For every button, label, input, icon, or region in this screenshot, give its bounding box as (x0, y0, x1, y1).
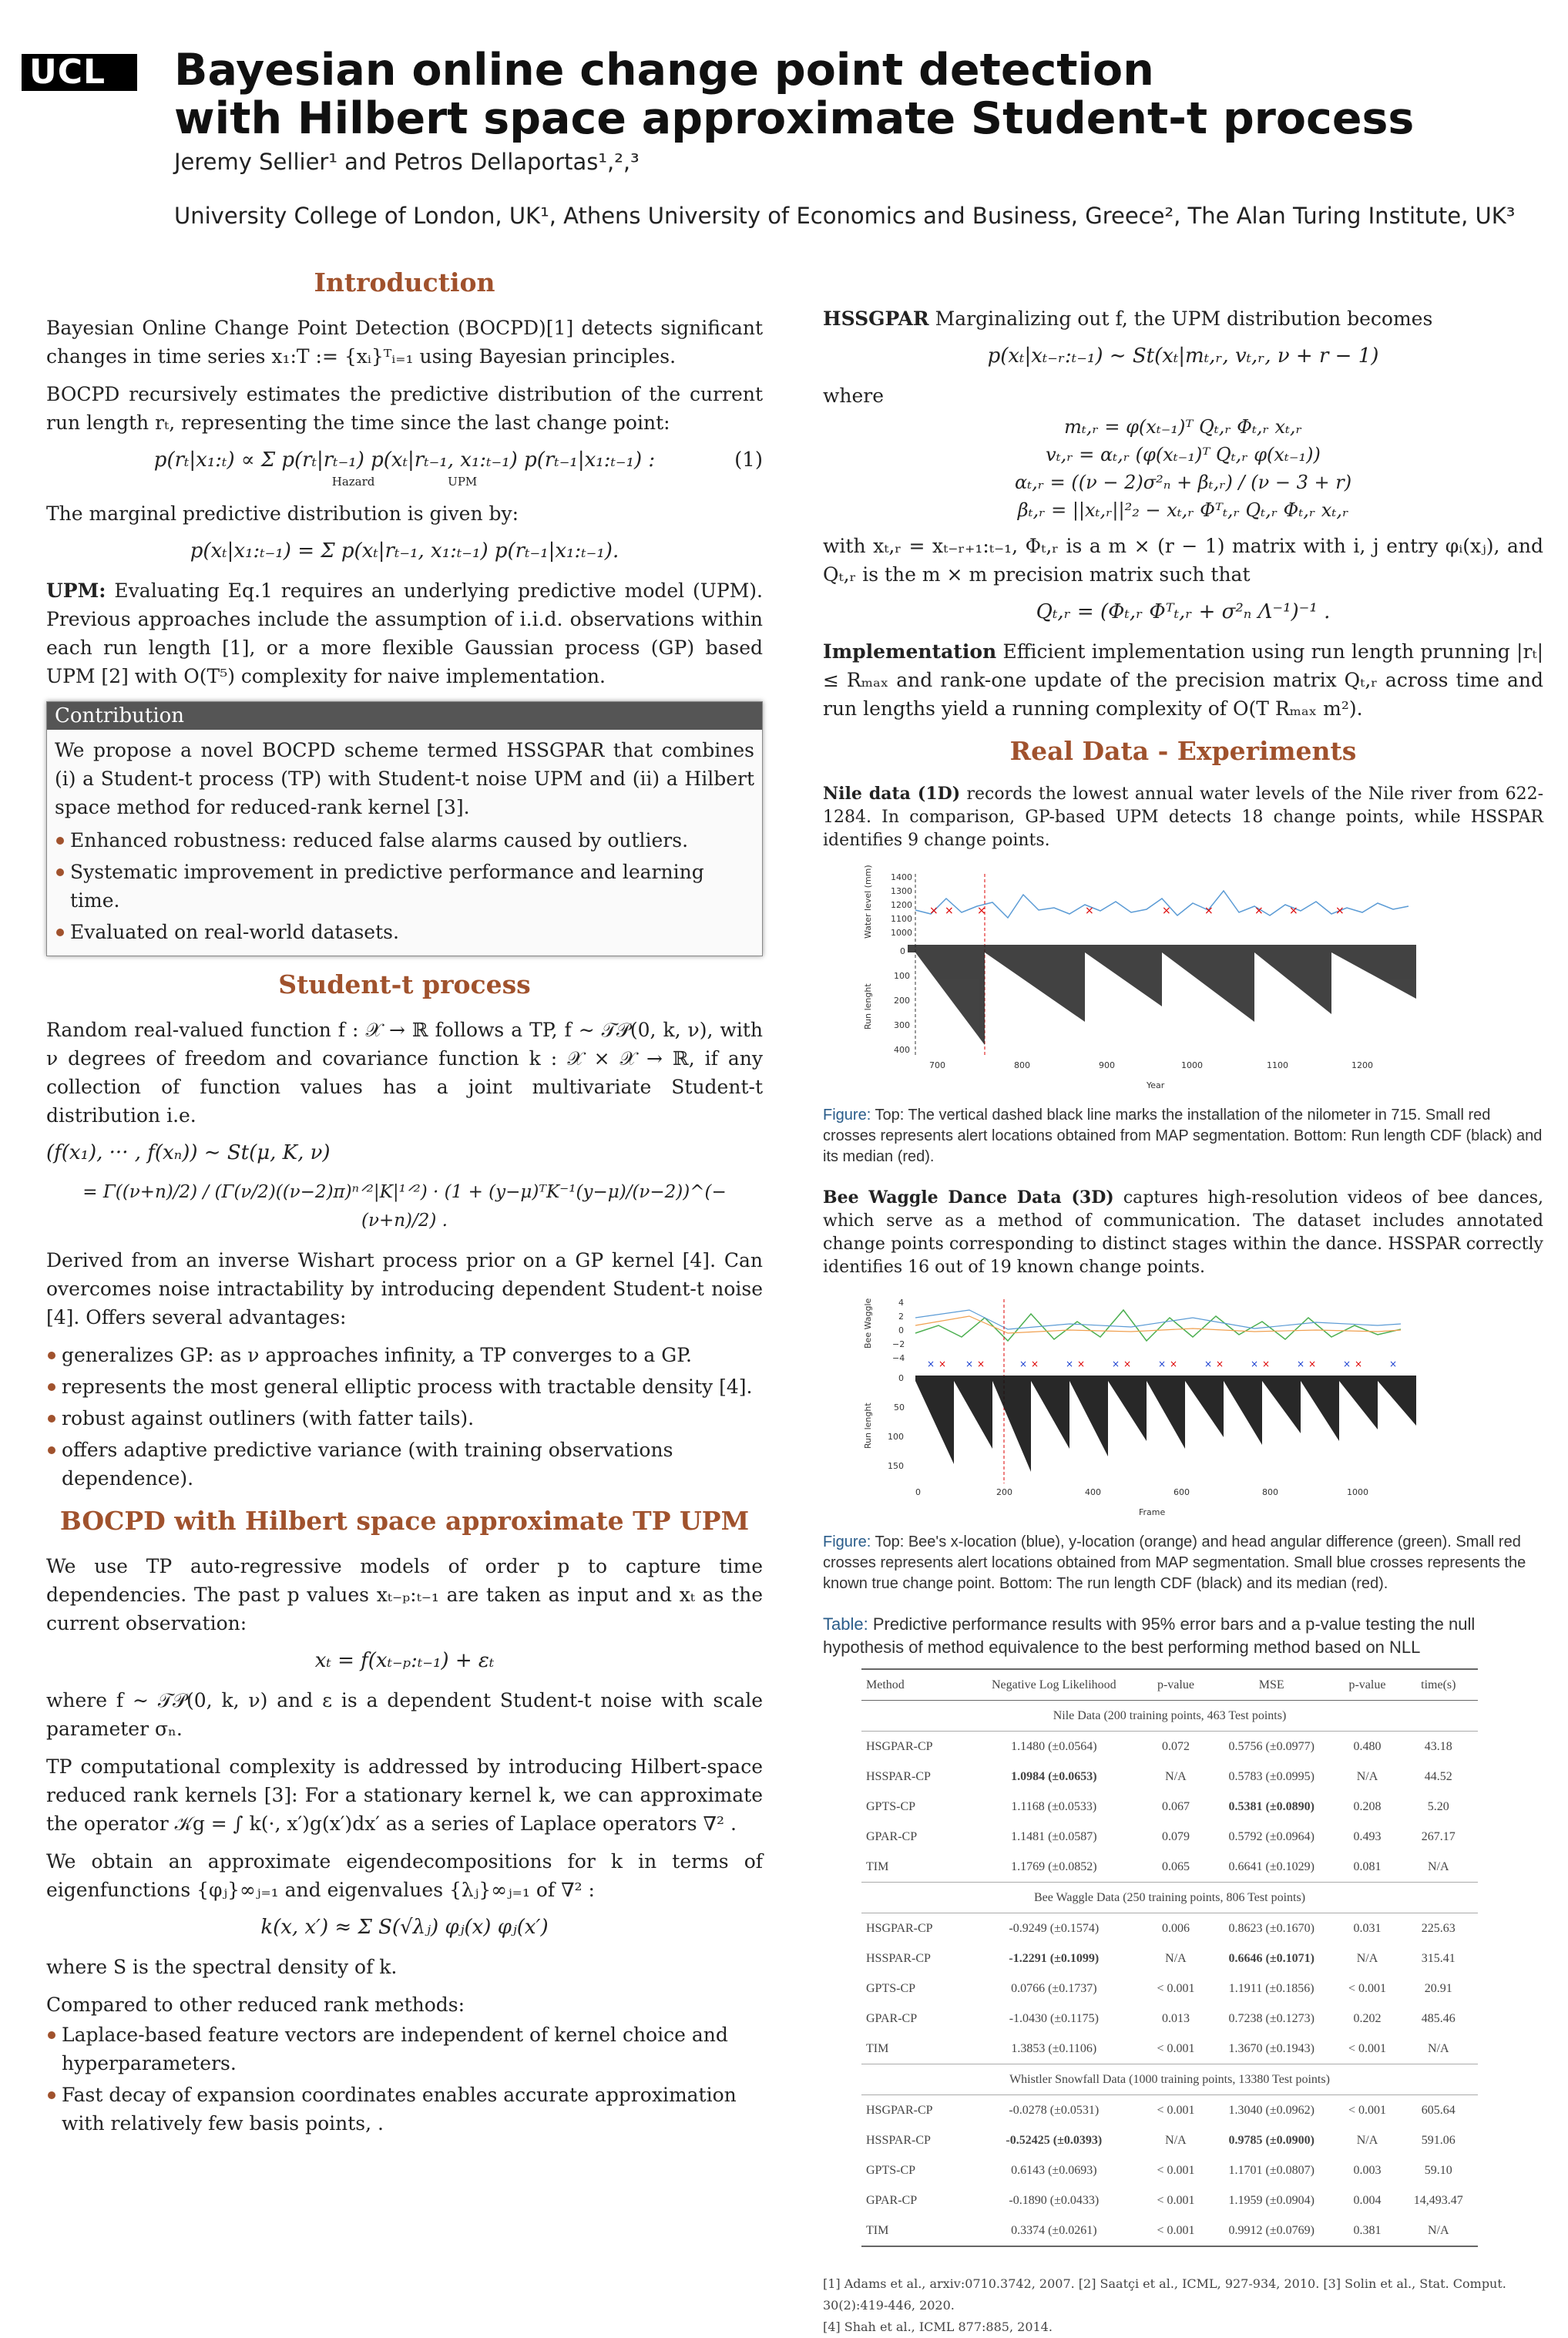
svg-text:×: × (1216, 1359, 1224, 1369)
studentt-eq1: (f(x₁), ··· , f(xₙ)) ∼ St(μ, K, ν) (46, 1141, 331, 1164)
nile-ylabel-bottom: Run lenght (863, 983, 873, 1030)
table-row: TIM 1.3853 (±0.1106) < 0.001 1.3670 (±0.1943) < 0.001 N/A (866, 2042, 1449, 2055)
tick: 100 (888, 1432, 904, 1442)
intro-p1: Bayesian Online Change Point Detection (BOCPD)[1] detects significant changes in time series x₁:T := {xᵢ}ᵀᵢ₌₁ using Bayesian principles. (46, 317, 763, 368)
tick: 800 (1262, 1487, 1278, 1497)
bocpd-p1: We use TP auto-regressive models of order p to capture time dependencies. The past p values xₜ₋ₚ:ₜ₋₁ are taken as input and xₜ as the current observation: (46, 1555, 763, 1634)
table-row: GPTS-CP 0.0766 (±0.1737) < 0.001 1.1911 (±0.1856) < 0.001 20.91 (866, 1982, 1452, 1995)
bee-ylabel-bottom: Run lenght (863, 1402, 873, 1449)
contribution-heading: Contribution (47, 702, 762, 730)
tick: 1000 (1347, 1487, 1368, 1497)
intro-p2: BOCPD recursively estimates the predictive distribution of the current run length rₜ, representing the time since the last change point: (46, 383, 763, 434)
svg-text:×: × (1123, 1359, 1132, 1369)
svg-text:×: × (1085, 905, 1094, 917)
svg-text:×: × (1389, 1359, 1398, 1369)
fig2-caption: Figure: Top: Bee's x-location (blue), y-location (orange) and head angular difference (green). Small red crosses represents alert locations obtained from MAP segmentation. Small blue crosses represents the known true change point. Bottom: The run length CDF (black) and its median (red). (823, 1533, 1526, 1592)
svg-text:×: × (1162, 905, 1171, 917)
table-section: Bee Waggle Data (250 training points, 806 Test points) (861, 1883, 1478, 1913)
svg-text:×: × (938, 1359, 947, 1369)
tick: 0 (898, 1373, 904, 1383)
th: time(s) (1399, 1669, 1478, 1701)
bee-text: Bee Waggle Dance Data (3D) captures high-resolution videos of bee dances, which serve as a method of communication. The dataset includes annotated change points corresponding to distinct stages within the dance. HSSPAR correctly identifies 16 out of 19 known change points. (823, 1187, 1543, 1277)
hssgpar-eq1: p(xₜ|xₜ₋ᵣ:ₜ₋₁) ∼ St(xₜ|mₜ,ᵣ, vₜ,ᵣ, ν + r − 1) (987, 344, 1379, 368)
svg-text:×: × (929, 905, 938, 917)
table-row: HSGPAR-CP -0.9249 (±0.1574) 0.006 0.8623 (±0.1670) 0.031 225.63 (866, 1922, 1456, 1935)
studentt-eq2: = Γ((ν+n)/2) / (Γ(ν/2)((ν−2)π)ⁿᐟ²|K|¹ᐟ²) · (1 + (y−μ)ᵀK⁻¹(y−μ)/(ν−2))^(−(ν+n)/2) . (82, 1182, 727, 1231)
implementation: Implementation Efficient implementation using run length prunning |rₜ| ≤ Rₘₐₓ and rank-one update of the precision matrix Qₜ,ᵣ across time and run lengths yield a running complexity of O(T Rₘₐₓ m²). (823, 640, 1543, 720)
table-row: HSSPAR-CP 1.0984 (±0.0653) N/A 0.5783 (±0.0995) N/A 44.52 (866, 1770, 1452, 1783)
fig1-caption: Figure: Top: The vertical dashed black line marks the installation of the nilometer in 715. Small red crosses represents alert locations obtained from MAP segmentation. Bottom: Run length CDF (black) and its median (red). (823, 1107, 1543, 1165)
bocpd-heading: BOCPD with Hilbert space approximate TP UPM (59, 1506, 750, 1536)
tick: 150 (888, 1461, 904, 1471)
svg-text:×: × (965, 1359, 974, 1369)
tick: 200 (894, 996, 910, 1006)
contribution-box (46, 701, 763, 956)
hssgpar-p1: HSSGPAR Marginalizing out f, the UPM distribution becomes (823, 307, 1433, 330)
studentt-p2: Derived from an inverse Wishart process prior on a GP kernel [4]. Can overcomes noise intractability by introducing dependent Student-t noise [4]. Offers several advantages: (46, 1249, 763, 1329)
table-row: GPAR-CP 1.1481 (±0.0587) 0.079 0.5792 (±0.0964) 0.493 267.17 (866, 1830, 1456, 1843)
svg-text:×: × (1335, 905, 1345, 917)
tick: 1300 (891, 886, 912, 896)
table-row: HSGPAR-CP -0.0278 (±0.0531) < 0.001 1.3040 (±0.0962) < 0.001 605.64 (866, 2104, 1456, 2117)
bocpd-bullet: Fast decay of expansion coordinates enables accurate approximation with relatively few basis points, . (46, 2081, 763, 2138)
results-table (861, 1668, 1478, 2247)
studentt-bullet: represents the most general elliptic process with tractable density [4]. (46, 1372, 763, 1401)
bocpd-p3: TP computational complexity is addressed by introducing Hilbert-space reduced rank kernels [3]: For a stationary kernel k, we can approximate the operator 𝒦g = ∫ k(·, x′)g(x′)dx′ as a series of Laplace operators ∇² . (46, 1755, 763, 1835)
svg-text:×: × (1077, 1359, 1086, 1369)
tick: 0 (898, 1325, 904, 1335)
studentt-bullet: offers adaptive predictive variance (with training observations dependence). (46, 1436, 763, 1493)
svg-text:×: × (1254, 905, 1264, 917)
table-section: Nile Data (200 training points, 463 Test points) (861, 1701, 1478, 1732)
bee-ylabel-top: Bee Waggle (863, 1298, 873, 1349)
tick: 700 (929, 1060, 945, 1070)
tick: 1100 (891, 914, 912, 924)
svg-text:×: × (977, 1359, 985, 1369)
svg-text:×: × (1204, 1359, 1213, 1369)
tick: −4 (892, 1353, 905, 1363)
svg-text:×: × (1158, 1359, 1167, 1369)
table-section: Whistler Snowfall Data (1000 training points, 13380 Test points) (861, 2064, 1478, 2095)
table-row: TIM 1.1769 (±0.0852) 0.065 0.6641 (±0.1029) 0.081 N/A (866, 1860, 1449, 1873)
tick: 2 (898, 1312, 904, 1322)
experiments-heading: Real Data - Experiments (1009, 736, 1357, 766)
svg-text:×: × (1170, 1359, 1178, 1369)
svg-text:×: × (927, 1359, 935, 1369)
affiliations: University College of London, UK¹, Athens University of Economics and Business, Greece², The Alan Turing Institute, UK³ (174, 203, 1516, 229)
bocpd-p2: where f ∼ 𝒯𝒫(0, k, ν) and ε is a dependent Student-t noise with scale parameter σₙ. (46, 1689, 763, 1740)
tick: 0 (900, 946, 905, 956)
tick: 400 (1085, 1487, 1101, 1497)
hssgpar-p2: with xₜ,ᵣ = xₜ₋ᵣ₊₁:ₜ₋₁, Φₜ,ᵣ is a m × (r − 1) matrix with i, j entry φᵢ(xⱼ), and Qₜ,ᵣ is the m × m precision matrix such that (823, 535, 1543, 586)
eq2: p(xₜ|x₁:ₜ₋₁) = Σ p(xₜ|rₜ₋₁, x₁:ₜ₋₁) p(rₜ₋₁|x₁:ₜ₋₁). (190, 539, 619, 563)
svg-text:×: × (1308, 1359, 1317, 1369)
table-caption: Table: Predictive performance results with 95% error bars and a p-value testing the null hypothesis of method equivalence to the best performing method based on NLL (823, 1614, 1476, 1657)
bocpd-eq2: k(x, x′) ≈ Σ S(√λⱼ) φⱼ(x) φⱼ(x′) (260, 1916, 549, 1939)
table-row: GPAR-CP -0.1890 (±0.0433) < 0.001 1.1959 (±0.0904) 0.004 14,493.47 (866, 2194, 1463, 2207)
tick: 900 (1099, 1060, 1115, 1070)
authors: Jeremy Sellier¹ and Petros Dellaportas¹,²,³ (174, 149, 640, 175)
hssgpar-eq2: Qₜ,ᵣ = (Φₜ,ᵣ Φᵀₜ,ᵣ + σ²ₙ Λ⁻¹)⁻¹ . (1036, 600, 1331, 623)
svg-text:×: × (1355, 1359, 1363, 1369)
svg-text:×: × (1204, 905, 1214, 917)
intro-p3: The marginal predictive distribution is given by: (46, 502, 519, 525)
nile-figure (854, 865, 1439, 1091)
tick: 800 (1014, 1060, 1030, 1070)
tick: 1000 (1181, 1060, 1203, 1070)
nile-ylabel-top: Water level (mm) (863, 865, 873, 939)
eq1: p(rₜ|x₁:ₜ) ∝ Σ p(rₜ|rₜ₋₁) p(xₜ|rₜ₋₁, x₁:ₜ₋₁) p(rₜ₋₁|x₁:ₜ₋₁) : (1) Hazard UPM (153, 448, 763, 489)
tick: 200 (996, 1487, 1012, 1497)
studentt-heading: Student-t process (278, 969, 531, 999)
tick: 1400 (891, 872, 912, 882)
svg-text:×: × (1066, 1359, 1074, 1369)
right-column (823, 304, 1543, 2338)
nile-text: Nile data (1D) records the lowest annual water levels of the Nile river from 622-1284. In comparison, GP-based UPM detects 18 change points, while HSSPAR identifies 9 change points. (823, 784, 1544, 850)
th: Negative Log Likelihood (964, 1669, 1144, 1701)
tick: 300 (894, 1020, 910, 1030)
svg-text:×: × (945, 905, 954, 917)
svg-text:×: × (977, 905, 986, 917)
svg-text:×: × (1112, 1359, 1120, 1369)
nile-xlabel: Year (1147, 1080, 1165, 1090)
svg-text:×: × (1262, 1359, 1271, 1369)
table-row: GPTS-CP 1.1168 (±0.0533) 0.067 0.5381 (±0.0890) 0.208 5.20 (866, 1800, 1449, 1813)
bee-xlabel: Frame (1139, 1507, 1166, 1517)
studentt-p1: Random real-valued function f : 𝒳 → ℝ follows a TP, f ∼ 𝒯𝒫(0, k, ν), with ν degrees of freedom and covariance function k : 𝒳 × 𝒳 → ℝ, if any collection of function values has a joint multivariate Student-t distribution i.e. (46, 1019, 763, 1127)
th: p-value (1144, 1669, 1207, 1701)
bocpd-p4: We obtain an approximate eigendecompositions for k in terms of eigenfunctions {φⱼ}∞ⱼ₌₁ and eigenvalues {λⱼ}∞ⱼ₌₁ of ∇² : (46, 1850, 763, 1901)
table-row: HSSPAR-CP -1.2291 (±0.1099) N/A 0.6646 (±0.1071) N/A 315.41 (866, 1952, 1456, 1965)
table-row: GPTS-CP 0.6143 (±0.0693) < 0.001 1.1701 (±0.0807) 0.003 59.10 (866, 2164, 1452, 2177)
tick: 100 (894, 971, 910, 981)
table-row: HSSPAR-CP -0.52425 (±0.0393) N/A 0.9785 (±0.0900) N/A 591.06 (866, 2134, 1456, 2147)
intro-p4: UPM: Evaluating Eq.1 requires an underlying predictive model (UPM). Previous approaches include the assumption of i.i.d. observations within each run length [1], or a more flexible Gaussian process (GP) based UPM [2] with O(T⁵) complexity for naive implementation. (46, 579, 763, 687)
svg-text:×: × (1251, 1359, 1259, 1369)
hssgpar-where: where (823, 385, 885, 407)
hssgpar-eqs: mₜ,ᵣ = φ(xₜ₋₁)ᵀ Qₜ,ᵣ Φₜ,ᵣ xₜ,ᵣ vₜ,ᵣ = αₜ,ᵣ (φ(xₜ₋₁)ᵀ Qₜ,ᵣ φ(xₜ₋₁)) αₜ,ᵣ = ((ν − 2)σ²ₙ + βₜ,ᵣ) / (ν − 3 + r) βₜ,ᵣ = ||xₜ,ᵣ||²₂ − xₜ,ᵣ Φᵀₜ,ᵣ Qₜ,ᵣ Φₜ,ᵣ xₜ,ᵣ (1014, 416, 1352, 521)
studentt-bullet: generalizes GP: as ν approaches infinity, a TP converges to a GP. (46, 1341, 763, 1369)
contribution-bullet: Evaluated on real-world datasets. (55, 918, 754, 946)
tick: 600 (1173, 1487, 1190, 1497)
bee-figure (854, 1295, 1439, 1518)
tick: 1200 (1351, 1060, 1373, 1070)
bocpd-bullet: Laplace-based feature vectors are independent of kernel choice and hyperparameters. (46, 2021, 763, 2078)
tick: 50 (894, 1402, 905, 1413)
svg-text:×: × (1297, 1359, 1305, 1369)
th: p-value (1335, 1669, 1398, 1701)
tick: −2 (892, 1339, 905, 1349)
contribution-bullet: Systematic improvement in predictive performance and learning time. (55, 858, 754, 915)
svg-text:×: × (1031, 1359, 1039, 1369)
bocpd-p5: where S is the spectral density of k. (46, 1956, 398, 1978)
th: Method (861, 1669, 964, 1701)
tick: 4 (898, 1298, 904, 1308)
svg-text:×: × (1289, 905, 1298, 917)
poster-title: Bayesian online change point detection with Hilbert space approximate Student-t process (174, 45, 1415, 144)
tick: 1200 (891, 900, 912, 910)
svg-text:×: × (1343, 1359, 1351, 1369)
th: MSE (1207, 1669, 1335, 1701)
tick: 400 (894, 1045, 910, 1055)
table-row: GPAR-CP -1.0430 (±0.1175) 0.013 0.7238 (±0.1273) 0.202 485.46 (866, 2012, 1456, 2025)
studentt-bullet: robust against outliners (with fatter tails). (46, 1404, 763, 1433)
ucl-logo: UCL (22, 54, 137, 91)
table-row: TIM 0.3374 (±0.0261) < 0.001 0.9912 (±0.0769) 0.381 N/A (861, 2215, 1478, 2246)
table-row: HSGPAR-CP 1.1480 (±0.0564) 0.072 0.5756 (±0.0977) 0.480 43.18 (866, 1740, 1452, 1753)
left-column (46, 254, 763, 2141)
contribution-bullet: Enhanced robustness: reduced false alarms caused by outliers. (55, 826, 754, 855)
tick: 1000 (891, 928, 912, 938)
bocpd-p6: Compared to other reduced rank methods: (46, 1994, 465, 2016)
intro-heading: Introduction (314, 267, 495, 297)
tick: 1100 (1267, 1060, 1288, 1070)
svg-text:×: × (1019, 1359, 1028, 1369)
tick: 0 (915, 1487, 921, 1497)
contribution-text: We propose a novel BOCPD scheme termed HSSGPAR that combines (i) a Student-t process (TP) with Student-t noise UPM and (ii) a Hilbert space method for reduced-rank kernel [3]. (55, 739, 754, 818)
bocpd-eq1: xₜ = f(xₜ₋ₚ:ₜ₋₁) + εₜ (314, 1649, 495, 1672)
references: [1] Adams et al., arxiv:0710.3742, 2007. [2] Saatçi et al., ICML, 927-934, 2010. [3] Solin et al., Stat. Comput. 30(2):419-446, 2020. [4] Shah et al., ICML 877:885, 2014. (823, 2276, 1506, 2334)
